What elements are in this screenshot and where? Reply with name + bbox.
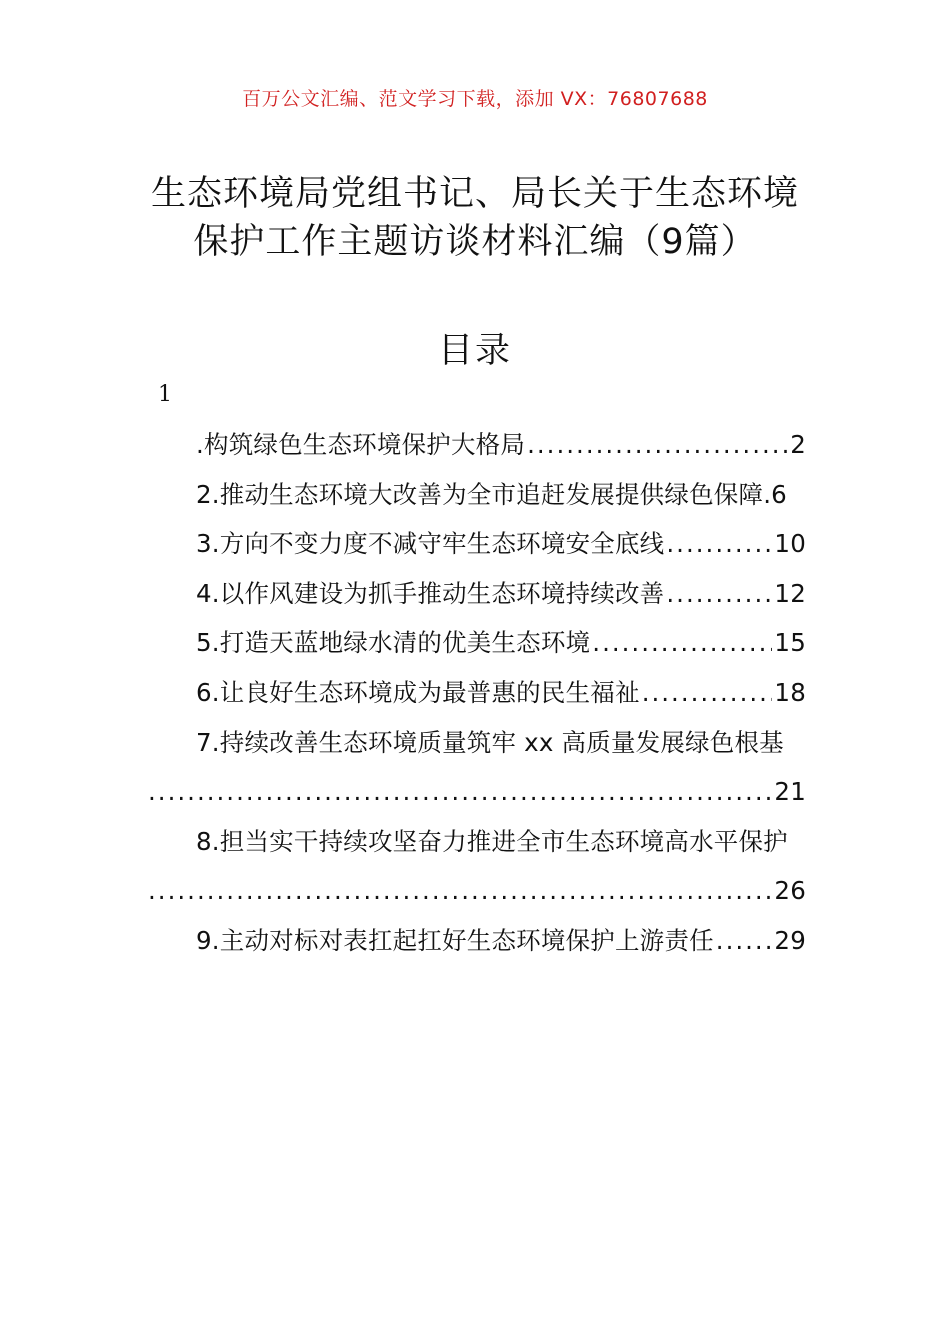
toc-heading: 目录 xyxy=(437,331,512,371)
toc-leader-dots xyxy=(527,420,788,470)
title-line-1: 生态环境局党组书记、局长关于生态环境 xyxy=(150,174,799,214)
toc-entry-title: 9.主动对标对表扛起扛好生态环境保护上游责任 xyxy=(196,925,714,955)
toc-entry-page: 12 xyxy=(774,578,806,608)
toc-entry-page: 15 xyxy=(774,628,806,658)
toc-entry-page: 10 xyxy=(774,529,806,559)
toc-entry-title: 4.以作风建设为抓手推动生态环境持续改善 xyxy=(196,578,665,608)
table-of-contents xyxy=(146,420,806,966)
toc-entry-9[interactable] xyxy=(146,916,806,966)
toc-entry-2[interactable] xyxy=(146,470,806,520)
toc-leader-dots xyxy=(592,618,772,668)
toc-leader-dots xyxy=(666,519,772,569)
toc-leader-dots xyxy=(716,916,773,966)
toc-entry-page: 18 xyxy=(774,677,806,707)
toc-leader-dots xyxy=(666,569,772,619)
toc-entry-title: 8.担当实干持续攻坚奋力推进全市生态环境高水平保护 xyxy=(196,826,788,856)
toc-entry-1[interactable] xyxy=(146,420,806,470)
toc-entry-3[interactable] xyxy=(146,519,806,569)
toc-entry-title: 3.方向不变力度不减守牢生态环境安全底线 xyxy=(196,529,665,559)
toc-leader-dots xyxy=(148,866,772,916)
toc-entry-page: 2 xyxy=(790,430,806,459)
toc-entry-title: 6.让良好生态环境成为最普惠的民生福祉 xyxy=(196,677,640,707)
toc-entry-6[interactable] xyxy=(146,668,806,718)
toc-entry-page: 29 xyxy=(774,925,806,955)
toc-entry-title: .构筑绿色生态环境保护大格局 xyxy=(196,430,526,459)
toc-entry-4[interactable] xyxy=(146,569,806,619)
toc-entry-page: .6 xyxy=(763,479,787,509)
toc-entry-page: 26 xyxy=(774,876,806,906)
toc-entry-5[interactable] xyxy=(146,618,806,668)
toc-entry-title: 5.打造天蓝地绿水清的优美生态环境 xyxy=(196,628,591,658)
toc-entry-page: 21 xyxy=(774,777,806,807)
toc-entry-7-continuation[interactable] xyxy=(146,767,806,817)
watermark-header: 百万公文汇编、范文学习下载，添加 VX：76807688 xyxy=(242,88,708,110)
toc-entry-8-continuation[interactable] xyxy=(146,866,806,916)
toc-entry-7[interactable] xyxy=(146,718,806,768)
toc-leader-dots xyxy=(642,668,773,718)
toc-entry-title: 2.推动生态环境大改善为全市追赶发展提供绿色保障 xyxy=(196,479,764,509)
toc-entry-title: 7.持续改善生态环境质量筑牢 xx 高质量发展绿色根基 xyxy=(196,727,784,757)
toc-leader-dots xyxy=(148,767,772,817)
document-title xyxy=(0,170,950,266)
title-line-2: 保护工作主题访谈材料汇编（9篇） xyxy=(193,222,757,262)
stray-number: 1 xyxy=(158,382,172,407)
toc-entry-8[interactable] xyxy=(146,817,806,867)
